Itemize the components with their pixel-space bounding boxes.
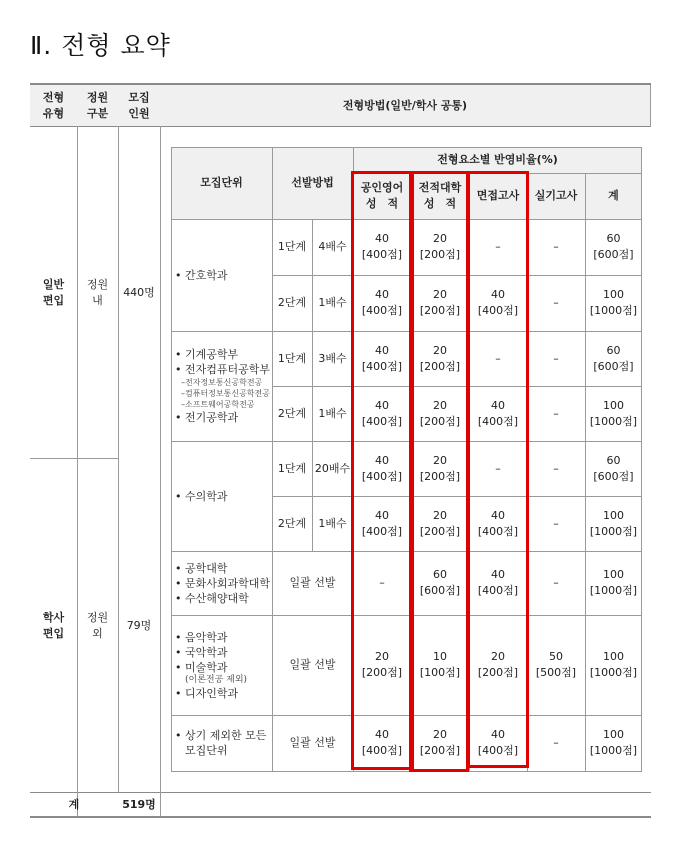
list-subitem: –컴퓨터정보통신공학전공 xyxy=(181,389,271,398)
grid-line xyxy=(171,147,172,771)
sum-score-cell: 60 [600점] xyxy=(593,343,634,373)
transcript-score-cell: 20 [200점] xyxy=(419,508,461,538)
practical-score-cell: – xyxy=(553,736,559,749)
stage-cell: 1단계 xyxy=(277,351,307,365)
practical-score-cell: – xyxy=(553,240,559,253)
transcript-score-cell: 20 [200점] xyxy=(419,453,461,483)
count-general: 440명 xyxy=(123,285,155,299)
multiplier-cell: 1배수 xyxy=(318,406,347,420)
list-item: • 문화사회과학대학 xyxy=(175,576,271,590)
transcript-score-cell: 20 [200점] xyxy=(419,343,461,373)
list-item: • 미술학과 xyxy=(175,660,228,674)
table-bottom-border xyxy=(30,816,651,818)
english-score-cell: – xyxy=(379,576,385,589)
unit-veterinary xyxy=(171,441,272,551)
practical-score-cell: – xyxy=(553,576,559,589)
transcript-score-cell: 20 [200점] xyxy=(419,728,461,757)
english-score-cell: 40 [400점] xyxy=(361,728,403,757)
col-divider xyxy=(650,85,651,127)
type-general: 일반 편입 xyxy=(42,277,65,307)
multiplier-cell: 20배수 xyxy=(314,461,351,475)
english-score-cell: 40 [400점] xyxy=(361,343,403,373)
unit-colleges xyxy=(171,551,272,615)
selection-method-cell: 일괄 선발 xyxy=(289,736,336,749)
header-type: 전형 유형 xyxy=(30,85,77,126)
header-method: 전형방법(일반/학사 공통) xyxy=(160,85,650,126)
selection-method-cell: 일괄 선발 xyxy=(289,576,336,589)
grid-line xyxy=(171,771,642,772)
header-selection: 선발방법 xyxy=(272,147,353,219)
sum-score-cell: 100 [1000점] xyxy=(589,508,638,538)
total-label: 계 xyxy=(68,797,80,811)
list-item: • 상기 제외한 모든 모집단위 xyxy=(175,729,267,757)
transcript-score-cell: 20 [200점] xyxy=(419,398,461,428)
practical-score-cell: – xyxy=(553,406,559,420)
list-item: • 국악학과 xyxy=(175,645,228,659)
list-item: • 수산해양대학 xyxy=(175,591,249,605)
multiplier-cell: 1배수 xyxy=(318,516,347,530)
unit-arts xyxy=(171,615,272,715)
list-subitem: –소프트웨어공학전공 xyxy=(181,400,255,409)
page-title: Ⅱ. 전형 요약 xyxy=(30,31,171,60)
english-score-cell: 20 [200점] xyxy=(361,650,403,679)
stage-cell: 2단계 xyxy=(277,516,307,530)
interview-score-cell: 40 [400점] xyxy=(477,398,519,428)
grid-line xyxy=(312,219,313,551)
highlight-interview-column xyxy=(467,171,529,768)
interview-score-cell: – xyxy=(495,240,501,253)
practical-score-cell: – xyxy=(553,516,559,530)
english-score-cell: 40 [400점] xyxy=(361,453,403,483)
quota-in: 정원 내 xyxy=(86,277,109,307)
interview-score-cell: – xyxy=(495,351,501,365)
sum-score-cell: 100 [1000점] xyxy=(589,398,638,428)
grid-line xyxy=(272,147,273,771)
selection-method-cell: 일괄 선발 xyxy=(289,658,336,671)
practical-score-cell: – xyxy=(553,461,559,475)
practical-score-cell: – xyxy=(553,351,559,365)
stage-cell: 2단계 xyxy=(277,296,307,309)
list-item: • 디자인학과 xyxy=(175,686,239,700)
header-transcript: 전적대학 성 적 xyxy=(411,173,469,219)
sum-score-cell: 100 [1000점] xyxy=(589,728,638,757)
interview-score-cell: 40 [400점] xyxy=(477,728,519,757)
header-practical: 실기고사 xyxy=(527,173,585,219)
sum-score-cell: 100 [1000점] xyxy=(589,568,638,597)
transcript-score-cell: 10 [100점] xyxy=(419,650,461,679)
header-quota: 정원 구분 xyxy=(77,85,118,126)
english-score-cell: 40 [400점] xyxy=(361,288,403,317)
english-score-cell: 40 [400점] xyxy=(361,508,403,538)
quota-out: 정원 외 xyxy=(86,610,109,640)
english-score-cell: 40 [400점] xyxy=(361,232,403,261)
count-bachelor: 79명 xyxy=(126,618,152,632)
list-subitem: –전자정보통신공학전공 xyxy=(181,378,263,387)
english-score-cell: 40 [400점] xyxy=(361,398,403,428)
unit-engineering xyxy=(171,331,272,441)
sum-score-cell: 100 [1000점] xyxy=(589,288,638,317)
header-sum: 계 xyxy=(585,173,642,219)
list-item: • 전자컴퓨터공학부 xyxy=(175,363,271,376)
header-ratio: 전형요소별 반영비율(%) xyxy=(353,147,642,173)
stage-cell: 2단계 xyxy=(277,406,307,420)
interview-score-cell: – xyxy=(495,461,501,475)
unit-others xyxy=(171,715,272,771)
grid-line xyxy=(641,147,642,771)
list-item: • 간호학과 xyxy=(175,268,228,282)
list-item: • 전기공학과 xyxy=(175,411,239,424)
interview-score-cell: 40 [400점] xyxy=(477,568,519,597)
multiplier-cell: 3배수 xyxy=(318,351,347,365)
header-count: 모집 인원 xyxy=(118,85,160,126)
stage-cell: 1단계 xyxy=(277,240,307,253)
sum-score-cell: 60 [600점] xyxy=(593,453,634,483)
col-divider xyxy=(160,85,161,816)
practical-score-cell: 50 [500점] xyxy=(535,650,577,679)
list-item: • 음악학과 xyxy=(175,630,228,644)
multiplier-cell: 1배수 xyxy=(318,296,347,309)
interview-score-cell: 40 [400점] xyxy=(477,508,519,538)
stage-cell: 1단계 xyxy=(277,461,307,475)
type-bachelor: 학사 편입 xyxy=(42,610,65,640)
sum-score-cell: 100 [1000점] xyxy=(589,650,638,679)
header-unit: 모집단위 xyxy=(171,147,272,219)
list-note: (이론전공 제외) xyxy=(185,674,248,685)
grid-line xyxy=(585,173,586,771)
practical-score-cell: – xyxy=(553,296,559,309)
header-english: 공인영어 성 적 xyxy=(353,173,411,219)
sum-score-cell: 60 [600점] xyxy=(593,232,634,261)
transcript-score-cell: 20 [200점] xyxy=(419,232,461,261)
multiplier-cell: 4배수 xyxy=(318,240,347,253)
list-item: • 기계공학부 xyxy=(175,348,239,361)
highlight-english-column xyxy=(351,171,414,770)
total-count: 519명 xyxy=(122,797,156,811)
list-item: • 공학대학 xyxy=(175,561,228,575)
transcript-score-cell: 60 [600점] xyxy=(419,568,461,597)
highlight-transcript-column xyxy=(409,171,469,772)
grid-line xyxy=(171,147,642,148)
interview-score-cell: 40 [400점] xyxy=(477,288,519,317)
transcript-score-cell: 20 [200점] xyxy=(419,288,461,317)
interview-score-cell: 20 [200점] xyxy=(477,650,519,679)
unit-nursing xyxy=(171,219,272,331)
header-interview: 면접고사 xyxy=(469,173,527,219)
list-item: • 수의학과 xyxy=(175,489,228,503)
